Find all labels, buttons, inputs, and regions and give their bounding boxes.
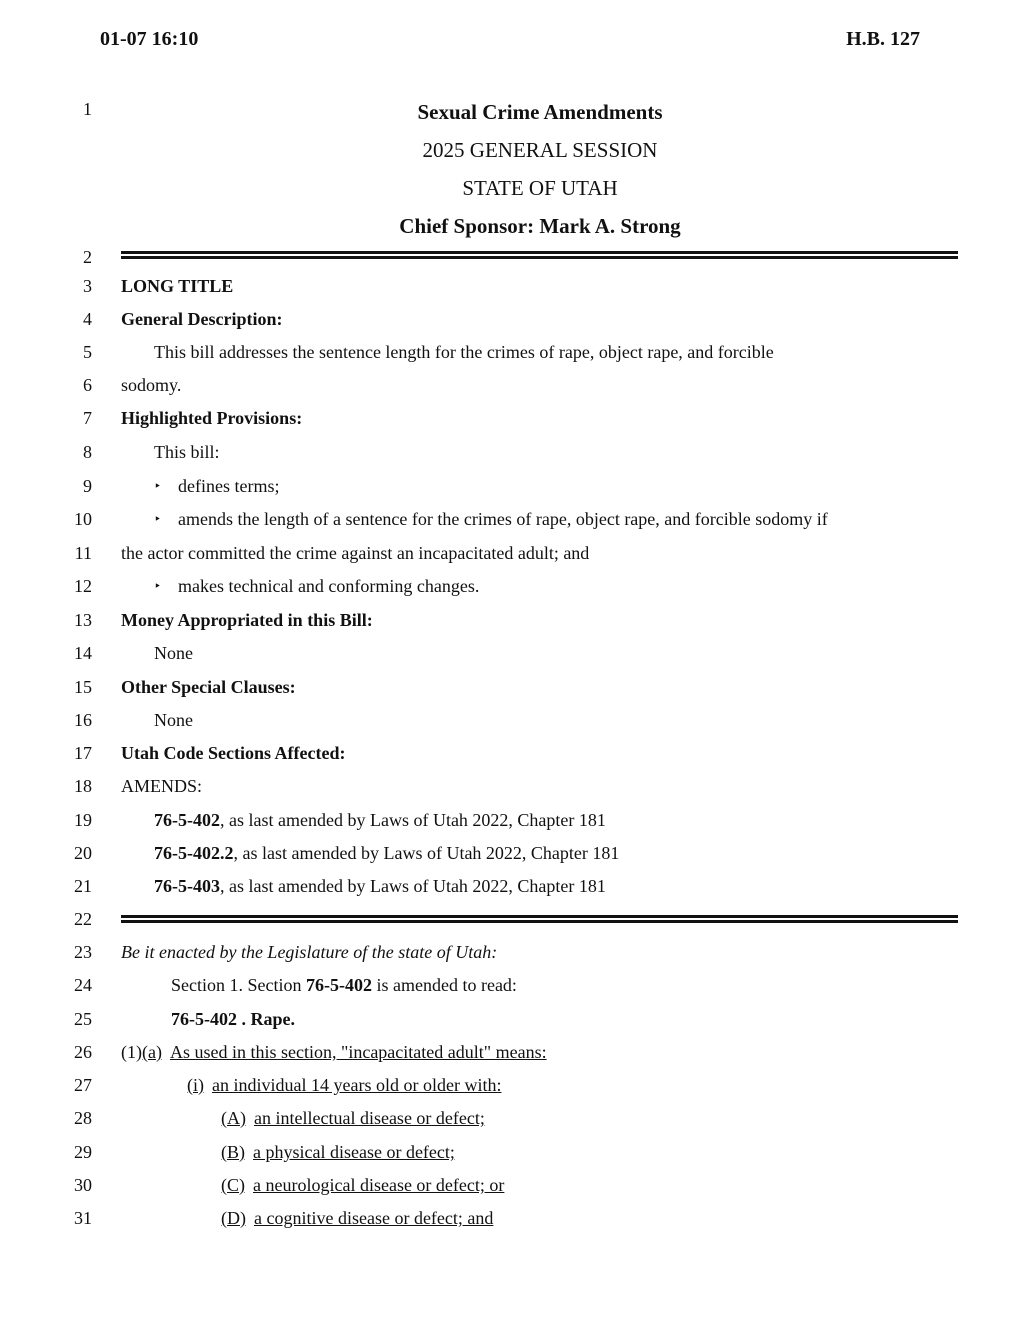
bullet-icon: ‣ [154, 512, 162, 526]
line-number: 26 [74, 1042, 92, 1062]
line-number: 14 [74, 643, 92, 663]
line-number: 27 [74, 1075, 92, 1095]
line-number: 22 [74, 909, 92, 929]
subsection-label: (A) [221, 1108, 246, 1128]
description-line-2: sodomy. [121, 375, 182, 395]
provision-item [154, 476, 279, 497]
subsection-text: a neurological disease or defect; or [253, 1175, 505, 1195]
money-appropriated-value: None [154, 643, 193, 663]
bullet-icon: ‣ [154, 579, 162, 593]
general-description-heading: General Description: [121, 309, 283, 329]
line-number: 9 [83, 476, 92, 496]
description-line-1: This bill addresses the sentence length for the crimes of rape, object rape, and forcible [154, 342, 774, 362]
line-number: 12 [74, 576, 92, 596]
line-number: 28 [74, 1108, 92, 1128]
line-number: 16 [74, 710, 92, 730]
line-number: 3 [83, 276, 92, 296]
code-section-number: 76-5-403 [154, 876, 220, 896]
code-section-item [154, 810, 606, 831]
code-section-text: , as last amended by Laws of Utah 2022, Chapter 181 [233, 843, 620, 863]
code-section-text: , as last amended by Laws of Utah 2022, Chapter 181 [220, 876, 606, 896]
subsection-text: As used in this section, "incapacitated adult" means: [169, 1042, 547, 1062]
double-rule-bottom [121, 915, 958, 923]
bullet-icon: ‣ [154, 479, 162, 493]
subsection-D [221, 1208, 493, 1229]
code-section-text: , as last amended by Laws of Utah 2022, Chapter 181 [220, 810, 606, 830]
enacting-clause: Be it enacted by the Legislature of the state of Utah: [121, 942, 498, 962]
section-prefix: Section 1. Section [171, 975, 306, 995]
line-number: 20 [74, 843, 92, 863]
line-number: 21 [74, 876, 92, 896]
line-number: 25 [74, 1009, 92, 1029]
section-title: 76-5-402 . Rape. [171, 1009, 295, 1029]
line-number: 6 [83, 375, 92, 395]
line-number: 11 [74, 543, 92, 563]
amends-label: AMENDS: [121, 776, 203, 796]
special-clauses-heading: Other Special Clauses: [121, 677, 296, 697]
subsection-prefix: (1) [121, 1042, 142, 1062]
subsection-text: a physical disease or defect; [253, 1142, 455, 1162]
state-label: STATE OF UTAH [462, 176, 618, 200]
provision-text: makes technical and conforming changes. [178, 576, 480, 596]
provision-text: defines terms; [178, 476, 280, 496]
provision-item [154, 576, 479, 597]
subsection-1a [121, 1042, 547, 1063]
provision-text: amends the length of a sentence for the crimes of rape, object rape, and forcible sodomy if [178, 509, 828, 529]
subsection-label: (B) [221, 1142, 245, 1162]
page-header-timestamp: 01-07 16:10 [100, 28, 199, 50]
line-number: 30 [74, 1175, 92, 1195]
line-number: 19 [74, 810, 92, 830]
code-section-number: 76-5-402 [154, 810, 220, 830]
line-number: 31 [74, 1208, 92, 1228]
chief-sponsor: Chief Sponsor: Mark A. Strong [399, 214, 681, 238]
double-rule-top [121, 251, 958, 259]
long-title-heading: LONG TITLE [121, 276, 234, 296]
provision-continuation: the actor committed the crime against an incapacitated adult; and [121, 543, 590, 563]
line-number: 15 [74, 677, 92, 697]
line-number: 13 [74, 610, 92, 630]
special-clauses-value: None [154, 710, 193, 730]
this-bill-label: This bill: [154, 442, 220, 462]
subsection-text: an intellectual disease or defect; [254, 1108, 485, 1128]
line-number: 18 [74, 776, 92, 796]
subsection-B [221, 1142, 455, 1163]
line-number: 1 [83, 99, 92, 119]
subsection-1a-i [187, 1075, 501, 1096]
line-number: 8 [83, 442, 92, 462]
bill-title: Sexual Crime Amendments [417, 100, 663, 124]
line-number: 7 [83, 408, 92, 428]
line-number: 10 [74, 509, 92, 529]
highlighted-provisions-heading: Highlighted Provisions: [121, 408, 303, 428]
money-appropriated-heading: Money Appropriated in this Bill: [121, 610, 373, 630]
line-number: 17 [74, 743, 92, 763]
line-number: 2 [83, 247, 92, 267]
subsection-label: (a) [142, 1042, 162, 1062]
subsection-A [221, 1108, 485, 1129]
subsection-C [221, 1175, 504, 1196]
session-label: 2025 GENERAL SESSION [422, 138, 658, 162]
line-number: 4 [83, 309, 92, 329]
code-section-number: 76-5-402.2 [154, 843, 234, 863]
subsection-text: a cognitive disease or defect; and [254, 1208, 494, 1228]
line-number: 24 [74, 975, 92, 995]
section-suffix: is amended to read: [371, 975, 517, 995]
subsection-text: an individual 14 years old or older with: [212, 1075, 502, 1095]
line-number: 5 [83, 342, 92, 362]
subsection-label: (i) [187, 1075, 204, 1095]
subsection-label: (C) [221, 1175, 245, 1195]
section-heading [171, 975, 517, 996]
code-section-item [154, 843, 619, 864]
section-code: 76-5-402 [305, 975, 372, 995]
line-number: 29 [74, 1142, 92, 1162]
code-section-item [154, 876, 606, 897]
provision-item [154, 509, 828, 530]
subsection-label: (D) [221, 1208, 246, 1228]
line-number: 23 [74, 942, 92, 962]
code-sections-heading: Utah Code Sections Affected: [121, 743, 346, 763]
bill-number: H.B. 127 [846, 28, 920, 50]
